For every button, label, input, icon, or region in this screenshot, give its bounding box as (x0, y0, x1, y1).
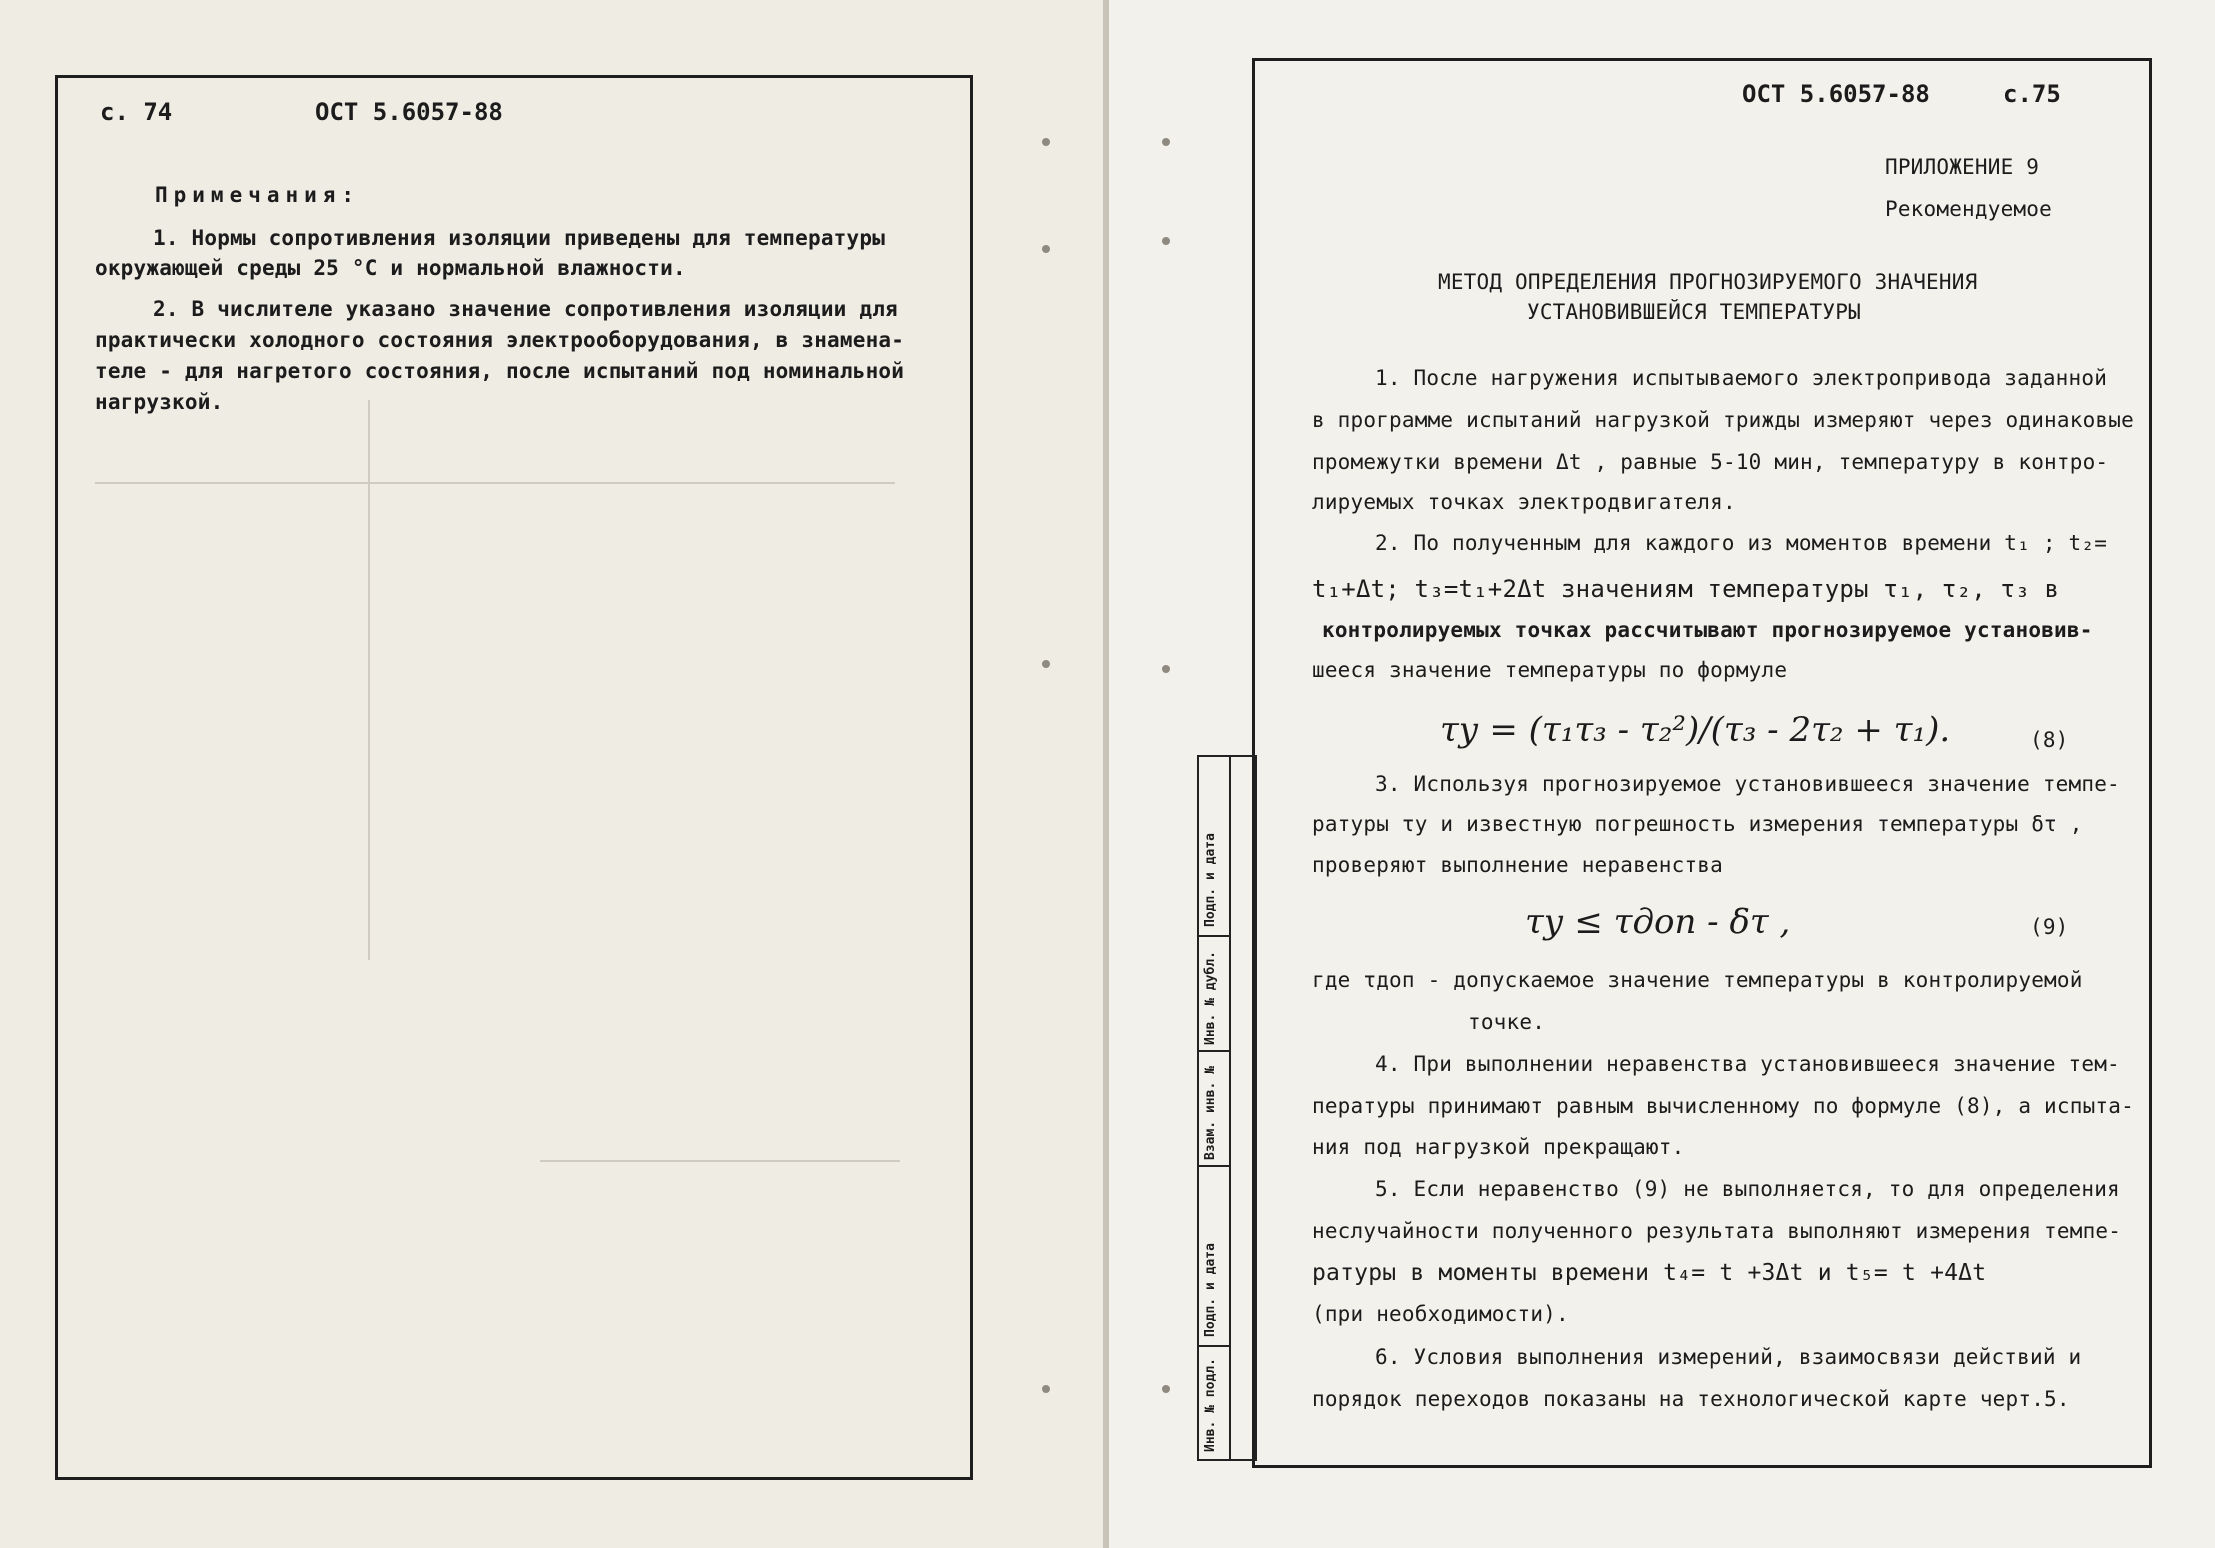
binding-hole (1162, 665, 1170, 673)
title-line-2: УСТАНОВИВШЕЙСЯ ТЕМПЕРАТУРЫ (1527, 300, 1861, 324)
note-2-line-2: практически холодного состояния электрооборудования, в знамена- (95, 328, 905, 352)
note-2-line-4: нагрузкой. (95, 390, 224, 414)
note-2-line-1: 2. В числителе указано значение сопротивления изоляции для (153, 297, 898, 321)
p2-line-4: шееся значение температуры по формуле (1312, 658, 1788, 682)
stamp-cell (1199, 757, 1229, 937)
stamp-label: Подп. и дата (1203, 833, 1218, 927)
p6-line-1: 6. Условия выполнения измерений, взаимосвязи действий и (1375, 1345, 2082, 1369)
binding-hole (1162, 138, 1170, 146)
p4-line-3: ния под нагрузкой прекращают. (1312, 1135, 1685, 1159)
stamp-cell (1199, 1052, 1229, 1167)
p1-line-1: 1. После нагружения испытываемого электропривода заданной (1375, 366, 2108, 390)
stamp-label: Инв. № дубл. (1203, 951, 1218, 1045)
binding-hole (1042, 245, 1050, 253)
p4-line-2: пературы принимают равным вычисленному по формуле (8), а испыта- (1312, 1094, 2134, 1118)
p1-line-4: лируемых точках электродвигателя. (1312, 490, 1736, 514)
p3-line-3: проверяют выполнение неравенства (1312, 853, 1723, 877)
formula-9: τу ≤ τдоп - δτ , (1525, 902, 1791, 942)
p1-line-2: в программе испытаний нагрузкой трижды измеряют через одинаковые (1312, 408, 2134, 432)
notes-heading: Примечания: (155, 183, 361, 207)
appendix-label: ПРИЛОЖЕНИЕ 9 (1885, 155, 2040, 179)
note-1-line-1: 1. Нормы сопротивления изоляции приведены для температуры (153, 226, 886, 250)
p5-line-3: ратуры в моменты времени t₄= t +3Δt и t₅= t +4Δt (1312, 1260, 1987, 1286)
p5-line-4: (при необходимости). (1312, 1302, 1569, 1326)
formula-8: τу = (τ₁τ₃ - τ₂²)/(τ₃ - 2τ₂ + τ₁). (1440, 710, 1951, 750)
p2-line-3: контролируемых точках рассчитывают прогнозируемое установив- (1322, 618, 2093, 642)
left-standard-code: ОСТ 5.6057-88 (315, 98, 503, 126)
left-page-frame (55, 75, 973, 1480)
ghost-rule (95, 482, 895, 484)
p2-line-2: t₁+Δt; t₃=t₁+2Δt значениям температуры τ₁, τ₂, τ₃ в (1312, 575, 2060, 603)
p5-line-2: неслучайности полученного результата выполняют измерения темпе- (1312, 1219, 2122, 1243)
ghost-rule (540, 1160, 900, 1162)
stamp-label: Взам. инв. № (1203, 1066, 1218, 1160)
p5-line-1: 5. Если неравенство (9) не выполняется, то для определения (1375, 1177, 2120, 1201)
formula-8-number: (8) (2030, 728, 2069, 752)
binding-hole (1162, 237, 1170, 245)
formula-9-number: (9) (2030, 915, 2069, 939)
p6-line-2: порядок переходов показаны на технологической карте черт.5. (1312, 1387, 2070, 1411)
title-line-1: МЕТОД ОПРЕДЕЛЕНИЯ ПРОГНОЗИРУЕМОГО ЗНАЧЕНИЯ (1438, 270, 1978, 294)
title-block-stamp (1197, 755, 1257, 1461)
p4-line-1: 4. При выполнении неравенства установившееся значение тем- (1375, 1052, 2120, 1076)
right-standard-code: ОСТ 5.6057-88 (1742, 80, 1930, 108)
binding-hole (1042, 138, 1050, 146)
note-2-line-3: теле - для нагретого состояния, после испытаний под номинальной (95, 359, 905, 383)
recommended-label: Рекомендуемое (1885, 197, 2052, 221)
binding-hole (1042, 1385, 1050, 1393)
left-page-number: с. 74 (100, 98, 173, 126)
p3-line-1: 3. Используя прогнозируемое установившееся значение темпе- (1375, 772, 2120, 796)
stamp-cell (1199, 1347, 1229, 1459)
where-line-2: точке. (1468, 1010, 1546, 1034)
p2-line-1: 2. По полученным для каждого из моментов времени t₁ ; t₂= (1375, 531, 2108, 555)
p3-line-2: ратуры τу и известную погрешность измерения температуры δτ , (1312, 812, 2083, 836)
stamp-label: Подп. и дата (1203, 1243, 1218, 1337)
stamp-cell (1199, 937, 1229, 1052)
p1-line-3: промежутки времени Δt , равные 5-10 мин, температуру в контро- (1312, 450, 2109, 474)
where-line-1: где τдоп - допускаемое значение температуры в контролируемой (1312, 968, 2083, 992)
stamp-divider (1229, 757, 1231, 1459)
ghost-rule (368, 400, 370, 960)
binding-hole (1042, 660, 1050, 668)
book-spine (1103, 0, 1109, 1548)
note-1-line-2: окружающей среды 25 °С и нормальной влажности. (95, 256, 686, 280)
right-page-number: с.75 (2003, 80, 2061, 108)
stamp-label: Инв. № подл. (1203, 1358, 1218, 1452)
stamp-cell (1199, 1167, 1229, 1347)
binding-hole (1162, 1385, 1170, 1393)
